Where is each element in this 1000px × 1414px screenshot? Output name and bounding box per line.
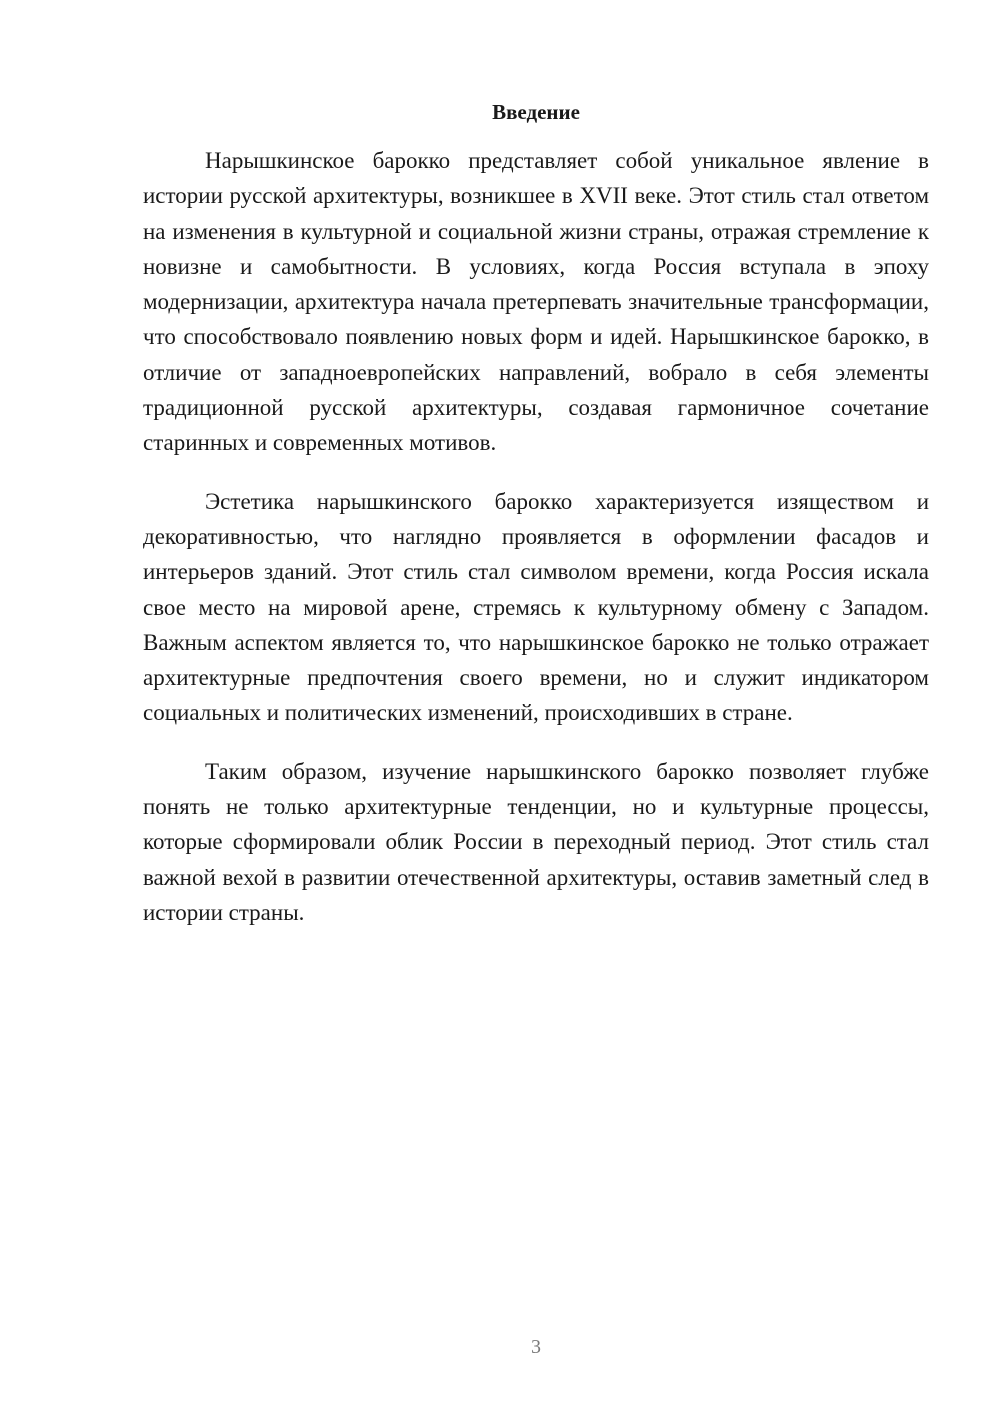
paragraph: Таким образом, изучение нарышкинского барокко позволяет глубже понять не только архитектурные тенденции, но и культурные процессы, которые сформировали облик России в переходный период. Этот стиль стал важной вехой в развитии отечественной архитектуры, оставив заметный след в истории страны. <box>143 758 929 925</box>
paragraph: Эстетика нарышкинского барокко характеризуется изяществом и декоративностью, что наглядно проявляется в оформлении фасадов и интерьеров зданий. Этот стиль стал символом времени, когда Россия искала свое место на мировой арене, стремясь к культурному обмену с Западом. Важным аспектом является то, что нарышкинское барокко не только отражает архитектурные предпочтения своего времени, но и служит индикатором социальных и политических изменений, происходивших в стране. <box>143 488 929 726</box>
body-text <box>143 143 929 953</box>
page-number: 3 <box>531 1336 541 1358</box>
section-title: Введение <box>492 100 580 124</box>
paragraph: Нарышкинское барокко представляет собой уникальное явление в истории русской архитектуры, возникшее в XVII веке. Этот стиль стал ответом на изменения в культурной и социальной жизни страны, отражая стремление к новизне и самобытности. В условиях, когда Россия вступала в эпоху модернизации, архитектура начала претерпевать значительные трансформации, что способствовало появлению новых форм и идей. Нарышкинское барокко, в отличие от западноевропейских направлений, вобрало в себя элементы традиционной русской архитектуры, создавая гармоничное сочетание старинных и современных мотивов. <box>143 148 929 456</box>
